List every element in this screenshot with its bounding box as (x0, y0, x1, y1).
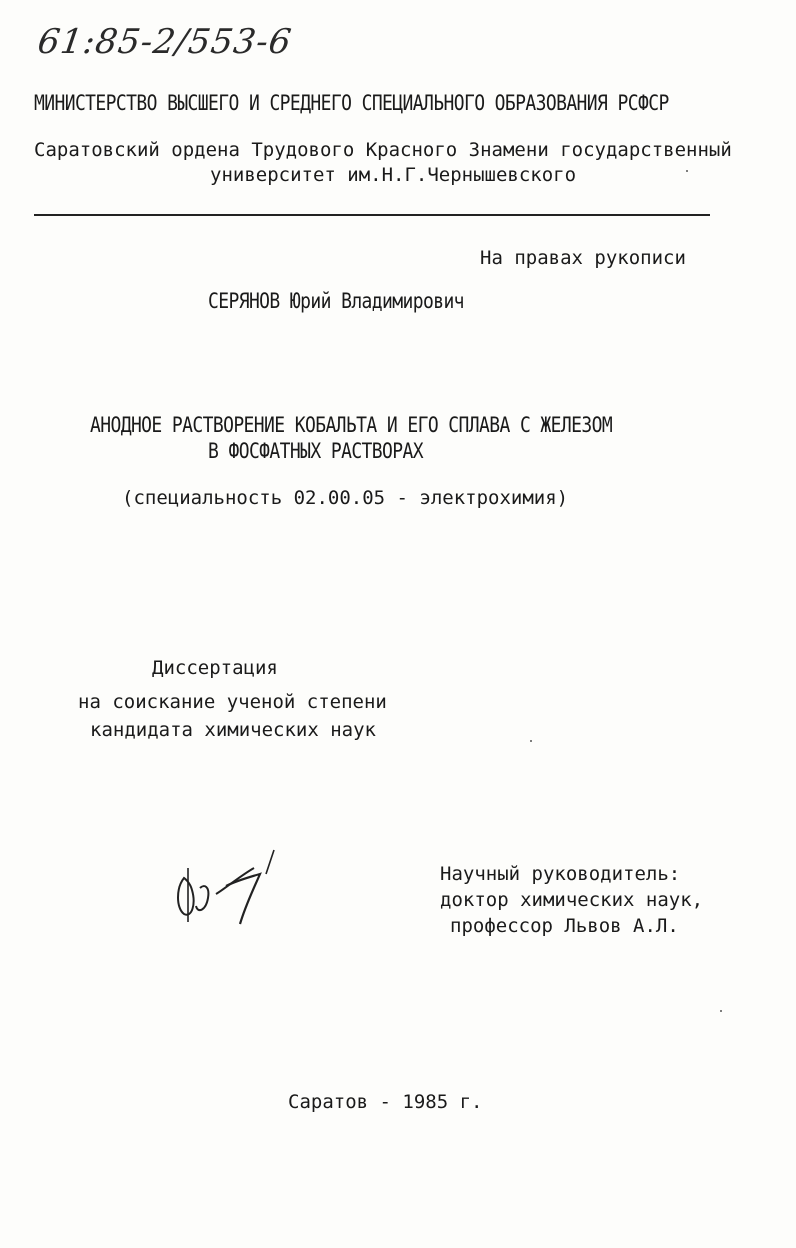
university-line-2: университет им.Н.Г.Чернышевского (210, 164, 577, 186)
degree-line-2: на соискание ученой степени (78, 691, 387, 713)
paper-speck (530, 740, 532, 742)
ministry-header: МИНИСТЕРСТВО ВЫСШЕГО И СРЕДНЕГО СПЕЦИАЛЬНОГО ОБРАЗОВАНИЯ РСФСР (34, 91, 669, 116)
title-line-1: АНОДНОЕ РАСТВОРЕНИЕ КОБАЛЬТА И ЕГО СПЛАВА С ЖЕЛЕЗОМ (90, 413, 613, 438)
manuscript-note: На правах рукописи (480, 247, 686, 269)
signature-mark (170, 848, 290, 928)
archive-code-handwritten: 61:85-2/553-6 (35, 22, 295, 62)
paper-speck (720, 1010, 722, 1012)
paper-speck (686, 170, 688, 172)
footer-city-year: Саратов - 1985 г. (288, 1091, 483, 1113)
header-divider (34, 214, 710, 216)
supervisor-line-1: Научный руководитель: (440, 863, 681, 885)
degree-line-3: кандидата химических наук (90, 719, 376, 741)
degree-line-1: Диссертация (152, 657, 278, 679)
title-line-2: В ФОСФАТНЫХ РАСТВОРАХ (208, 439, 423, 464)
author-name: СЕРЯНОВ Юрий Владимирович (208, 289, 464, 314)
specialty-line: (специальность 02.00.05 - электрохимия) (122, 487, 569, 509)
supervisor-line-2: доктор химических наук, (440, 889, 704, 911)
university-line-1: Саратовский ордена Трудового Красного Знамени государственный (34, 139, 732, 161)
supervisor-line-3: профессор Львов А.Л. (450, 915, 679, 937)
